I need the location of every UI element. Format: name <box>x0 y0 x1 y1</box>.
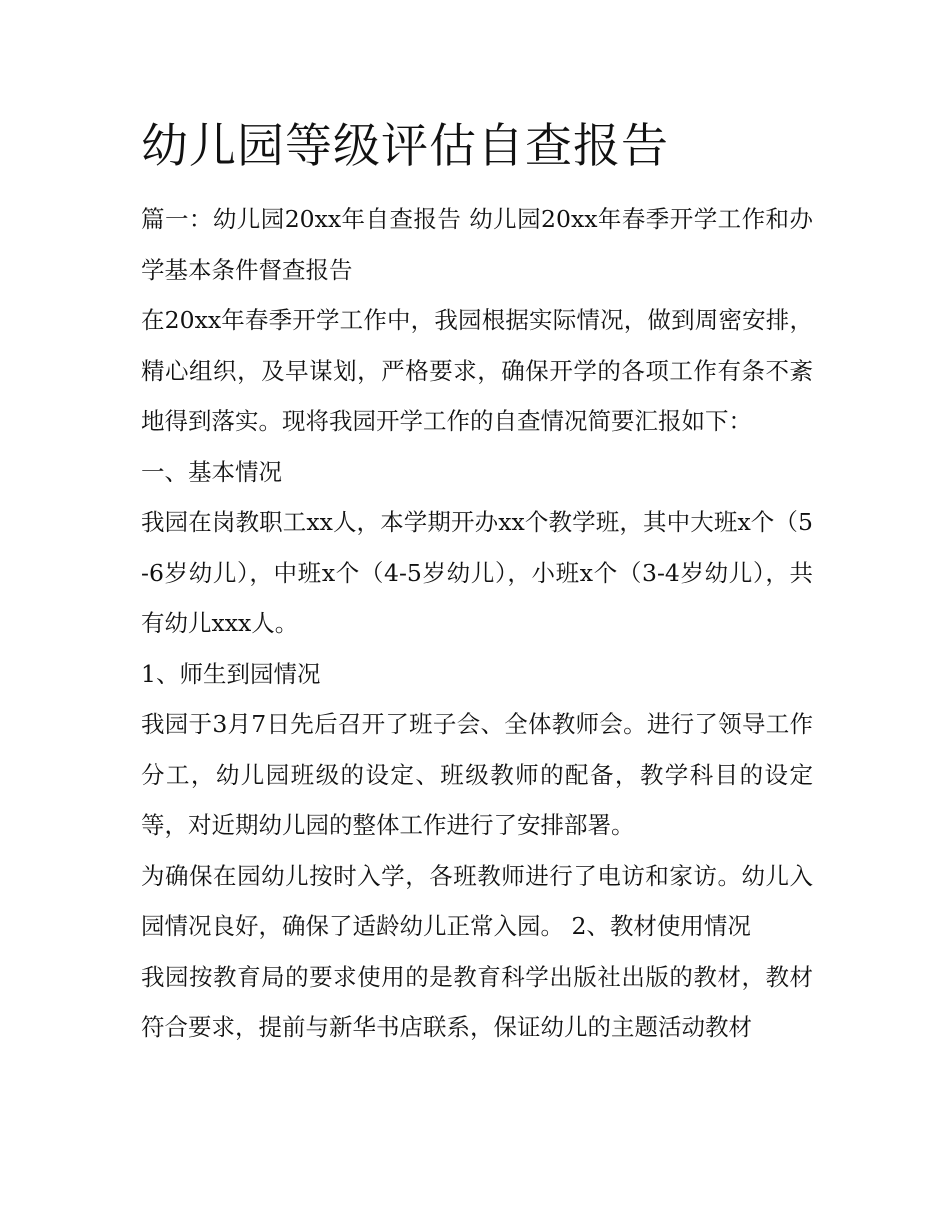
paragraph-enrollment: 为确保在园幼儿按时入学，各班教师进行了电访和家访。幼儿入园情况良好，确保了适龄幼儿正常入园。 2、教材使用情况 <box>141 861 813 940</box>
subheading-attendance: 1、师生到园情况 <box>141 659 321 688</box>
document-page <box>141 112 813 1053</box>
paragraph-heading-part-one: 篇一：幼儿园20xx年自查报告 幼儿园20xx年春季开学工作和办学基本条件督查报告 <box>141 205 813 284</box>
section-heading-basic-situation: 一、基本情况 <box>141 457 282 486</box>
paragraph-meetings: 我园于3月7日先后召开了班子会、全体教师会。进行了领导工作分工，幼儿园班级的设定、班级教师的配备，教学科目的设定等，对近期幼儿园的整体工作进行了安排部署。 <box>141 710 813 839</box>
paragraph-intro: 在20xx年春季开学工作中，我园根据实际情况，做到周密安排，精心组织，及早谋划，严格要求，确保开学的各项工作有条不紊地得到落实。现将我园开学工作的自查情况简要汇报如下： <box>141 306 813 435</box>
paragraph-staff-and-classes: 我园在岗教职工xx人，本学期开办xx个教学班，其中大班x个（5-6岁幼儿），中班x个（4-5岁幼儿），小班x个（3-4岁幼儿），共有幼儿xxx人。 <box>141 508 813 637</box>
document-title: 幼儿园等级评估自查报告 <box>141 119 669 174</box>
paragraph-textbooks: 我园按教育局的要求使用的是教育科学出版社出版的教材，教材符合要求，提前与新华书店联系，保证幼儿的主题活动教材 <box>141 962 813 1041</box>
